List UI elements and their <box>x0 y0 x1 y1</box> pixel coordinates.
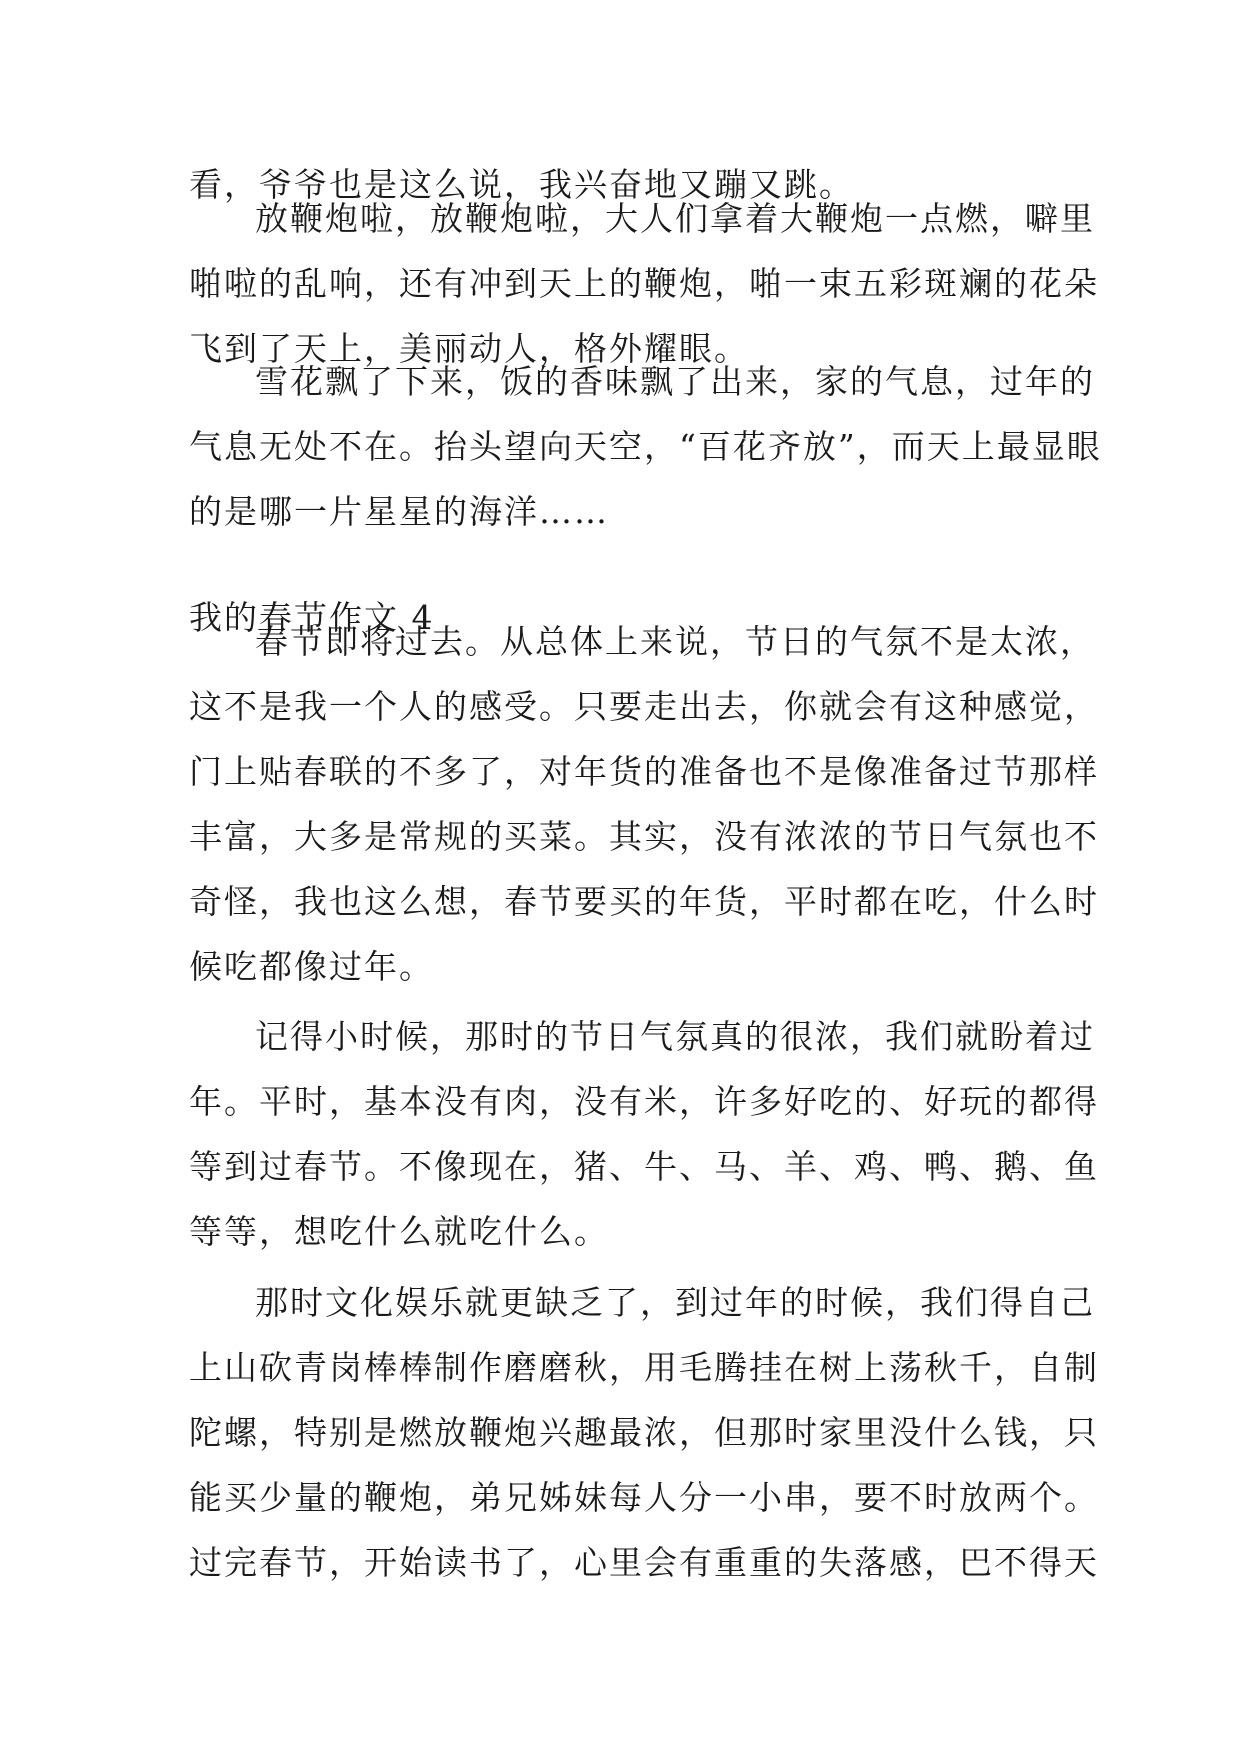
paragraph-line: 记得小时候，那时的节日气氛真的很浓，我们就盼着过 <box>255 1017 1095 1056</box>
paragraph-line: 年。平时，基本没有肉，没有米，许多好吃的、好玩的都得 <box>189 1082 1099 1121</box>
paragraph-line: 候吃都像过年。 <box>189 947 434 986</box>
paragraph-line: 丰富，大多是常规的买菜。其实，没有浓浓的节日气氛也不 <box>189 817 1099 856</box>
paragraph-line: 门上贴春联的不多了，对年货的准备也不是像准备过节那样 <box>189 752 1099 791</box>
paragraph-line: 气息无处不在。抬头望向天空，“百花齐放”，而天上最显眼 <box>189 427 1102 466</box>
paragraph-line: 放鞭炮啦，放鞭炮啦，大人们拿着大鞭炮一点燃，噼里 <box>255 199 1095 238</box>
paragraph-line: 飞到了天上，美丽动人，格外耀眼。 <box>189 329 749 368</box>
paragraph-line: 等到过春节。不像现在，猪、牛、马、羊、鸡、鸭、鹅、鱼 <box>189 1147 1099 1186</box>
paragraph <box>189 349 1102 544</box>
paragraph <box>189 609 1099 999</box>
paragraph-line: 等等，想吃什么就吃什么。 <box>189 1212 609 1251</box>
paragraph-line: 陀螺，特别是燃放鞭炮兴趣最浓，但那时家里没什么钱，只 <box>189 1413 1099 1452</box>
paragraph-line: 上山砍青岗棒棒制作磨磨秋，用毛腾挂在树上荡秋千，自制 <box>189 1348 1099 1387</box>
paragraph-line: 过完春节，开始读书了，心里会有重重的失落感，巴不得天 <box>189 1543 1099 1582</box>
paragraph-line: 春节即将过去。从总体上来说，节日的气氛不是太浓， <box>255 622 1095 661</box>
section-title: 我的春节作文 4 <box>189 598 435 637</box>
paragraph-line: 这不是我一个人的感受。只要走出去，你就会有这种感觉， <box>189 687 1099 726</box>
paragraph-line: 看，爷爷也是这么说，我兴奋地又蹦又跳。 <box>189 165 854 204</box>
paragraph-line: 能买少量的鞭炮，弟兄姊妹每人分一小串，要不时放两个。 <box>189 1478 1099 1517</box>
paragraph-line: 那时文化娱乐就更缺乏了，到过年的时候，我们得自己 <box>255 1283 1095 1322</box>
paragraph-line: 奇怪，我也这么想，春节要买的年货，平时都在吃，什么时 <box>189 882 1099 921</box>
paragraph-line: 啪啦的乱响，还有冲到天上的鞭炮，啪一束五彩斑斓的花朵 <box>189 264 1099 303</box>
paragraph-line: 雪花飘了下来，饭的香味飘了出来，家的气息，过年的 <box>255 362 1095 401</box>
paragraph <box>189 1004 1099 1264</box>
paragraph-line: 的是哪一片星星的海洋…… <box>189 492 609 531</box>
paragraph <box>189 1270 1099 1595</box>
